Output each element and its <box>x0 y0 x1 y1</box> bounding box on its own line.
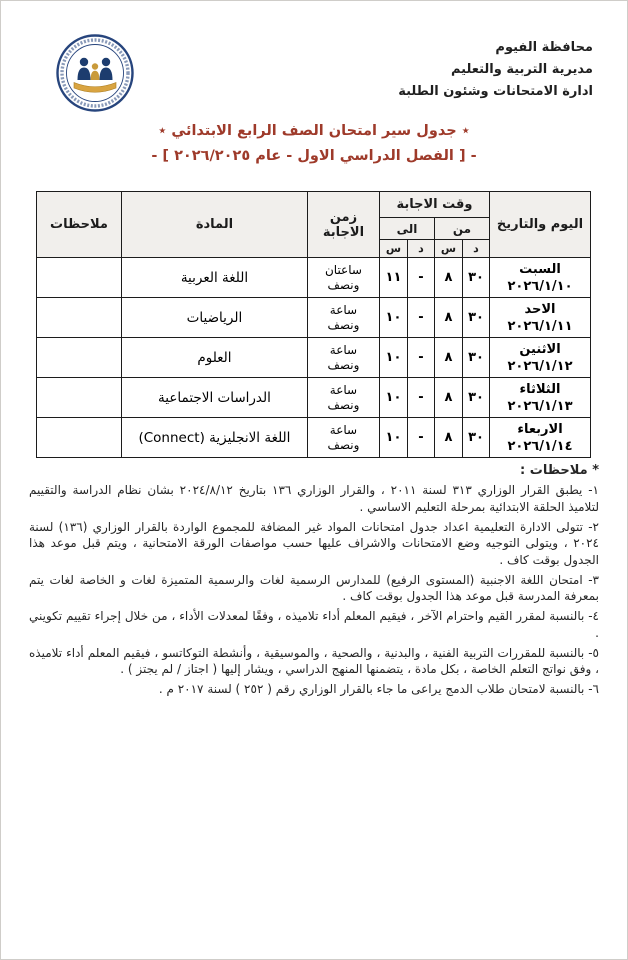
cell-to-hours: ١٠ <box>379 338 407 378</box>
notes-section <box>29 463 599 701</box>
cell-day-date <box>490 298 591 338</box>
cell-subject: الدراسات الاجتماعية <box>121 378 307 418</box>
header-notes: ملاحظات <box>36 192 121 258</box>
schedule-row-saturday <box>36 258 590 298</box>
exam-schedule-table <box>36 191 591 458</box>
cell-notes <box>36 338 121 378</box>
schedule-row-wednesday <box>36 418 590 458</box>
cell-from-hours: ٨ <box>435 258 463 298</box>
education-directorate-seal-icon <box>55 33 135 113</box>
day-name: السبت <box>519 261 561 277</box>
day-date: ٢٠٢٦/١/١٤ <box>507 438 573 454</box>
day-name: الاربعاء <box>517 421 563 437</box>
cell-notes <box>36 418 121 458</box>
cell-day-date <box>490 418 591 458</box>
header-duration: زمن الاجابة <box>307 192 379 258</box>
cell-to-hours: ١٠ <box>379 298 407 338</box>
cell-to-hours: ١١ <box>379 258 407 298</box>
note-item-1: ١- يطبق القرار الوزاري ٣١٣ لسنة ٢٠١١ ، والقرار الوزاري ١٣٦ بتاريخ ٢٠٢٤/٨/١٢ بشان نظام الدراسة والتقييم لتلاميذ الحلقة الابتدائية بمرحلة التعليم الاساسي . <box>29 483 599 514</box>
header-subject: المادة <box>121 192 307 258</box>
day-date: ٢٠٢٦/١/١٢ <box>507 358 573 374</box>
cell-subject: اللغة العربية <box>121 258 307 298</box>
header-row-1 <box>36 192 590 218</box>
title-line-1: ٭ جدول سير امتحان الصف الرابع الابتدائي ٭ <box>158 123 470 139</box>
schedule-row-tuesday <box>36 378 590 418</box>
org-line-governorate: محافظة الفيوم <box>495 40 593 55</box>
cell-subject: اللغة الانجليزية (Connect) <box>121 418 307 458</box>
cell-to-minutes: - <box>408 338 435 378</box>
schedule-row-monday <box>36 338 590 378</box>
cell-from-minutes: ٣٠ <box>463 378 490 418</box>
title-line-2: - [ الفصل الدراسي الاول - عام ٢٠٢٦/٢٠٢٥ ] - <box>151 148 477 164</box>
cell-duration: ساعة ونصف <box>307 298 379 338</box>
cell-day-date <box>490 338 591 378</box>
cell-from-minutes: ٣٠ <box>463 338 490 378</box>
note-item-2: ٢- تتولى الادارة التعليمية اعداد جدول امتحانات المواد غير المضافة للمجموع الواردة بالقرار الوزاري (١٣٦) لسنة ٢٠٢٤ ، ويتولى التوجيه وضع الامتحانات والاشراف عليها حسب مواصفات الورقة الامتحانية ، ويتم قبل موعد هذا الجدول بوقت كاف . <box>29 519 599 567</box>
day-name: الثلاثاء <box>519 381 561 397</box>
cell-notes <box>36 298 121 338</box>
header-from-hours: س <box>435 240 463 258</box>
header-to: الى <box>379 218 434 240</box>
cell-from-minutes: ٣٠ <box>463 298 490 338</box>
cell-to-hours: ١٠ <box>379 418 407 458</box>
day-date: ٢٠٢٦/١/١٣ <box>507 398 573 414</box>
schedule-row-sunday <box>36 298 590 338</box>
cell-to-minutes: - <box>408 378 435 418</box>
day-name: الاثنين <box>519 341 561 357</box>
org-line-administration: ادارة الامتحانات وشئون الطلبة <box>398 84 593 99</box>
cell-from-hours: ٨ <box>435 378 463 418</box>
cell-to-minutes: - <box>408 298 435 338</box>
header-from: من <box>435 218 490 240</box>
note-item-3: ٣- امتحان اللغة الاجنبية (المستوى الرفيع) للمدارس الرسمية لغات والرسمية المتميزة لغات و الخاصة لغات يتم بمعرفة المدرسة قبل موعد هذا الجدول بوقت كاف . <box>29 572 599 603</box>
cell-duration: ساعة ونصف <box>307 378 379 418</box>
cell-day-date <box>490 258 591 298</box>
cell-from-minutes: ٣٠ <box>463 418 490 458</box>
cell-to-hours: ١٠ <box>379 378 407 418</box>
note-item-6: ٦- بالنسبة لامتحان طلاب الدمج يراعى ما جاء بالقرار الوزاري رقم ( ٢٥٢ ) لسنة ٢٠١٧ م . <box>158 682 599 696</box>
note-item-4: ٤- بالنسبة لمقرر القيم واحترام الآخر ، فيقيم المعلم أداء تلاميذه ، وفقًا لمعدلات الأداء ، من خلال إجراء تقييم تكويني . <box>29 609 599 640</box>
header-to-minutes: د <box>408 240 435 258</box>
cell-duration: ساعة ونصف <box>307 338 379 378</box>
cell-to-minutes: - <box>408 258 435 298</box>
cell-subject: العلوم <box>121 338 307 378</box>
notes-title: * ملاحظات : <box>520 463 599 478</box>
header-day-date: اليوم والتاريخ <box>490 192 591 258</box>
organization-seal <box>55 33 135 113</box>
note-item-5: ٥- بالنسبة للمقررات التربية الفنية ، والبدنية ، والصحية ، والموسيقية ، وأنشطة التوكاتسو ، فيقيم المعلم أداء تلاميذه ، وفق نواتج التعلم الخاصة ، بكل مادة ، يتضمنها المنهج الدراسي ، ويشار إليها ( اجتاز / لم يجتز ) . <box>29 645 599 676</box>
cell-notes <box>36 258 121 298</box>
cell-notes <box>36 378 121 418</box>
header-from-minutes: د <box>463 240 490 258</box>
cell-from-hours: ٨ <box>435 418 463 458</box>
day-date: ٢٠٢٦/١/١٠ <box>507 278 573 294</box>
organization-header <box>398 37 593 103</box>
document-title <box>1 119 627 169</box>
cell-to-minutes: - <box>408 418 435 458</box>
cell-from-hours: ٨ <box>435 298 463 338</box>
day-name: الاحد <box>524 301 556 317</box>
day-date: ٢٠٢٦/١/١١ <box>507 318 573 334</box>
org-line-directorate: مديرية التربية والتعليم <box>450 62 593 77</box>
cell-from-minutes: ٣٠ <box>463 258 490 298</box>
cell-duration: ساعة ونصف <box>307 418 379 458</box>
cell-from-hours: ٨ <box>435 338 463 378</box>
cell-day-date <box>490 378 591 418</box>
header-answer-time: وقت الاجابة <box>379 192 489 218</box>
cell-subject: الرياضيات <box>121 298 307 338</box>
header-to-hours: س <box>379 240 407 258</box>
cell-duration: ساعتان ونصف <box>307 258 379 298</box>
